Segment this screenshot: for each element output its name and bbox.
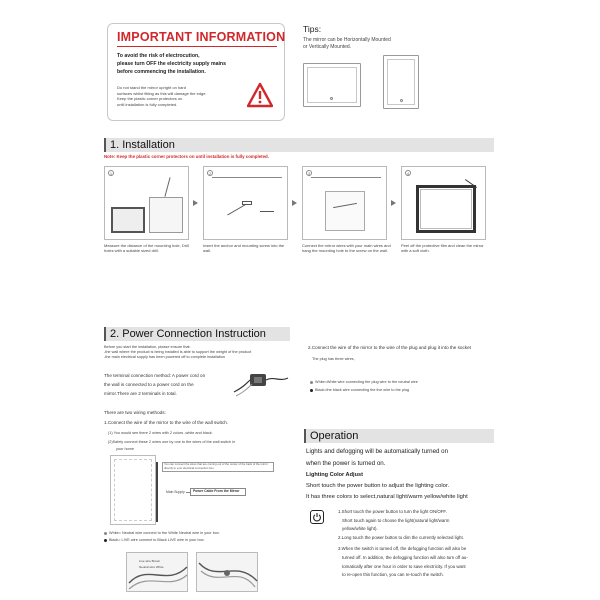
important-warning-text xyxy=(117,52,267,76)
legend-white: White= Neutral wire connect to the White Neutral wire in your box. xyxy=(109,531,220,535)
lighting-adjust-title: Lighting Color Adjust xyxy=(306,472,363,478)
plug-legend xyxy=(310,380,500,393)
note-label: Note: xyxy=(104,154,116,159)
warning-line: please turn OFF the electricity supply mains xyxy=(117,61,226,67)
intro-line: -the main electrical supply has been powered off to complete installation xyxy=(104,355,226,359)
warning-line: before commencing the installation. xyxy=(117,69,206,75)
operation-intro xyxy=(306,446,498,470)
wiring-method-1a: (1) You would see there 2 wires with 2 colors -white and black. xyxy=(108,431,213,435)
connector-line xyxy=(186,492,190,493)
power-symbol-icon xyxy=(312,512,322,522)
white-wire-dot-icon xyxy=(310,381,313,384)
step-caption: Measure the distance of the mounting hole, Drill holes with a suitable sized drill. xyxy=(104,243,189,254)
wiring-method-1b: (2)Safely connect these 2 wires one by one to the wires of the wall switch in xyxy=(108,440,236,444)
legend-black: Black= LIVE wire connect to Black LIVE wire in your box. xyxy=(109,538,205,542)
step-number: 4 xyxy=(406,171,410,176)
step-caption: Insert the anchor and mounting screw into the wall. xyxy=(203,243,285,254)
step-number: 2 xyxy=(208,171,212,176)
operation-step: yellow/white light). xyxy=(342,526,378,532)
terminal-line: the wall is connected to a power cord on the xyxy=(104,382,194,387)
important-notes xyxy=(117,85,227,107)
installation-heading: 1. Installation xyxy=(110,139,175,151)
step-number: 3 xyxy=(307,171,311,176)
wire-label-1: Live wire Brown xyxy=(139,559,161,563)
install-step-4-illustration xyxy=(401,166,486,240)
step-caption: Peel off the protective film and clean the mirror with a soft cloth. xyxy=(401,243,484,254)
adjust-line: Short touch the power button to adjust the lighting color. xyxy=(306,483,450,489)
operation-step: 3.When the switch is turned off, the defogging function will also be xyxy=(338,546,467,552)
wire-photo-1 xyxy=(126,552,188,592)
terminal-line: The terminal connection method: A power cord on xyxy=(104,373,206,378)
plug-black: Black=the black wire connecting the live wire to the plug xyxy=(315,388,410,392)
black-wire-dot-icon xyxy=(104,539,107,542)
step-arrow-icon xyxy=(391,200,396,206)
install-step-3-illustration xyxy=(302,166,387,240)
terminal-connector-illustration xyxy=(232,368,290,398)
terminal-line: mirror.There are 2 terminals in total. xyxy=(104,391,177,396)
power-heading-bar xyxy=(104,327,290,341)
wire-legend xyxy=(104,531,304,543)
wire-photo-2-drawing xyxy=(197,553,259,593)
operation-step: 1.Short touch the power button to turn the light ON/OFF. xyxy=(338,509,447,514)
horizontal-mirror-illustration xyxy=(303,63,361,107)
power-intro xyxy=(104,345,304,360)
operation-heading: Operation xyxy=(310,430,359,442)
important-title-underline xyxy=(117,46,277,47)
operation-intro-line: Lights and defogging will be automatically turned on xyxy=(306,448,449,455)
vertical-mirror-illustration xyxy=(383,55,419,109)
intro-line: Before you start the installation, please ensure that: xyxy=(104,345,191,349)
wire-photo-2 xyxy=(196,552,258,592)
step-caption: Connect the mirror wires with your main wires and hang the mounting hole to the screw on the wall. xyxy=(302,243,391,254)
plug-white: White=White wire connecting the plug wire to the neutral wire xyxy=(315,380,418,384)
plug-wires-text: The plug has three wires, xyxy=(312,357,355,361)
terminal-method-text xyxy=(104,373,234,397)
note-line: Do not stand the mirror upright on hard xyxy=(117,85,186,90)
install-step-2-illustration xyxy=(203,166,288,240)
note-line: until installation is fully completed. xyxy=(117,101,178,107)
main-supply-label: Main Supply xyxy=(166,490,185,494)
operation-step: Short touch again to choose the light(natural light/warm xyxy=(342,517,450,523)
operation-intro-line: when the power is turned on. xyxy=(306,460,386,467)
note-line: surfaces whilst fitting as this will damage the edge. xyxy=(117,90,207,96)
diagram-note: You can connect the wires that are coming out of the center of the back of the mirror directly to your electrical connection box. xyxy=(164,462,268,470)
wiring-methods-title: There are two wiring methods: xyxy=(104,410,166,415)
operation-step: tomatically after one hour in order to save electricity. If you want xyxy=(342,563,466,569)
power-heading: 2. Power Connection Instruction xyxy=(110,328,266,340)
step-number: 1 xyxy=(109,171,113,176)
important-title: IMPORTANT INFORMATION xyxy=(117,30,286,44)
operation-heading-bar xyxy=(304,429,494,443)
operation-step: 2.Long touch the power button to dim the currently selected light. xyxy=(338,534,464,540)
white-wire-dot-icon xyxy=(104,532,107,535)
wiring-method-2: 2.Connect the wire of the mirror to the wire of the plug and plug it into the socket xyxy=(308,345,471,350)
step-arrow-icon xyxy=(292,200,297,206)
operation-step: to re-open this function, you can re-touch the switch. xyxy=(342,572,444,578)
note-text: Keep the plastic corner protectors on until installation is fully completed. xyxy=(116,154,269,159)
power-cable-label: Power Cable From the Mirror xyxy=(193,489,240,493)
wiring-method-1: 1.Connect the wire of the mirror to the wire of the wall switch. xyxy=(104,420,229,425)
installation-note xyxy=(104,154,269,159)
tips-text xyxy=(303,37,423,50)
operation-step: turned off. In addition, the defogging function will also turn off au- xyxy=(342,554,468,560)
intro-line: -the wall where the product is being installed is able to support the weight of the product xyxy=(104,350,252,354)
install-step-1-illustration xyxy=(104,166,189,240)
adjust-line: It has three colors to select,natural light/warm yellow/white light xyxy=(306,494,468,500)
tips-line: The mirror can be Horizontally Mounted xyxy=(303,37,391,43)
warning-line: To avoid the risk of electrocution, xyxy=(117,53,200,59)
mirror-edge xyxy=(156,462,158,522)
warning-triangle-icon xyxy=(247,82,273,108)
lighting-adjust-text xyxy=(306,481,500,503)
installation-heading-bar xyxy=(104,138,494,152)
power-button-icon xyxy=(310,510,324,524)
step-arrow-icon xyxy=(193,200,198,206)
wire-label-2: Neutral wire White xyxy=(139,565,164,569)
note-line: Keep the plastic corner protectors on xyxy=(117,96,183,102)
mirror-back-illustration xyxy=(110,455,156,525)
wiring-method-1c: your home xyxy=(116,447,134,451)
operation-steps xyxy=(338,508,500,580)
tips-title: Tips: xyxy=(303,24,322,34)
tips-line: or Vertically Mounted. xyxy=(303,43,352,50)
black-wire-dot-icon xyxy=(310,389,313,392)
